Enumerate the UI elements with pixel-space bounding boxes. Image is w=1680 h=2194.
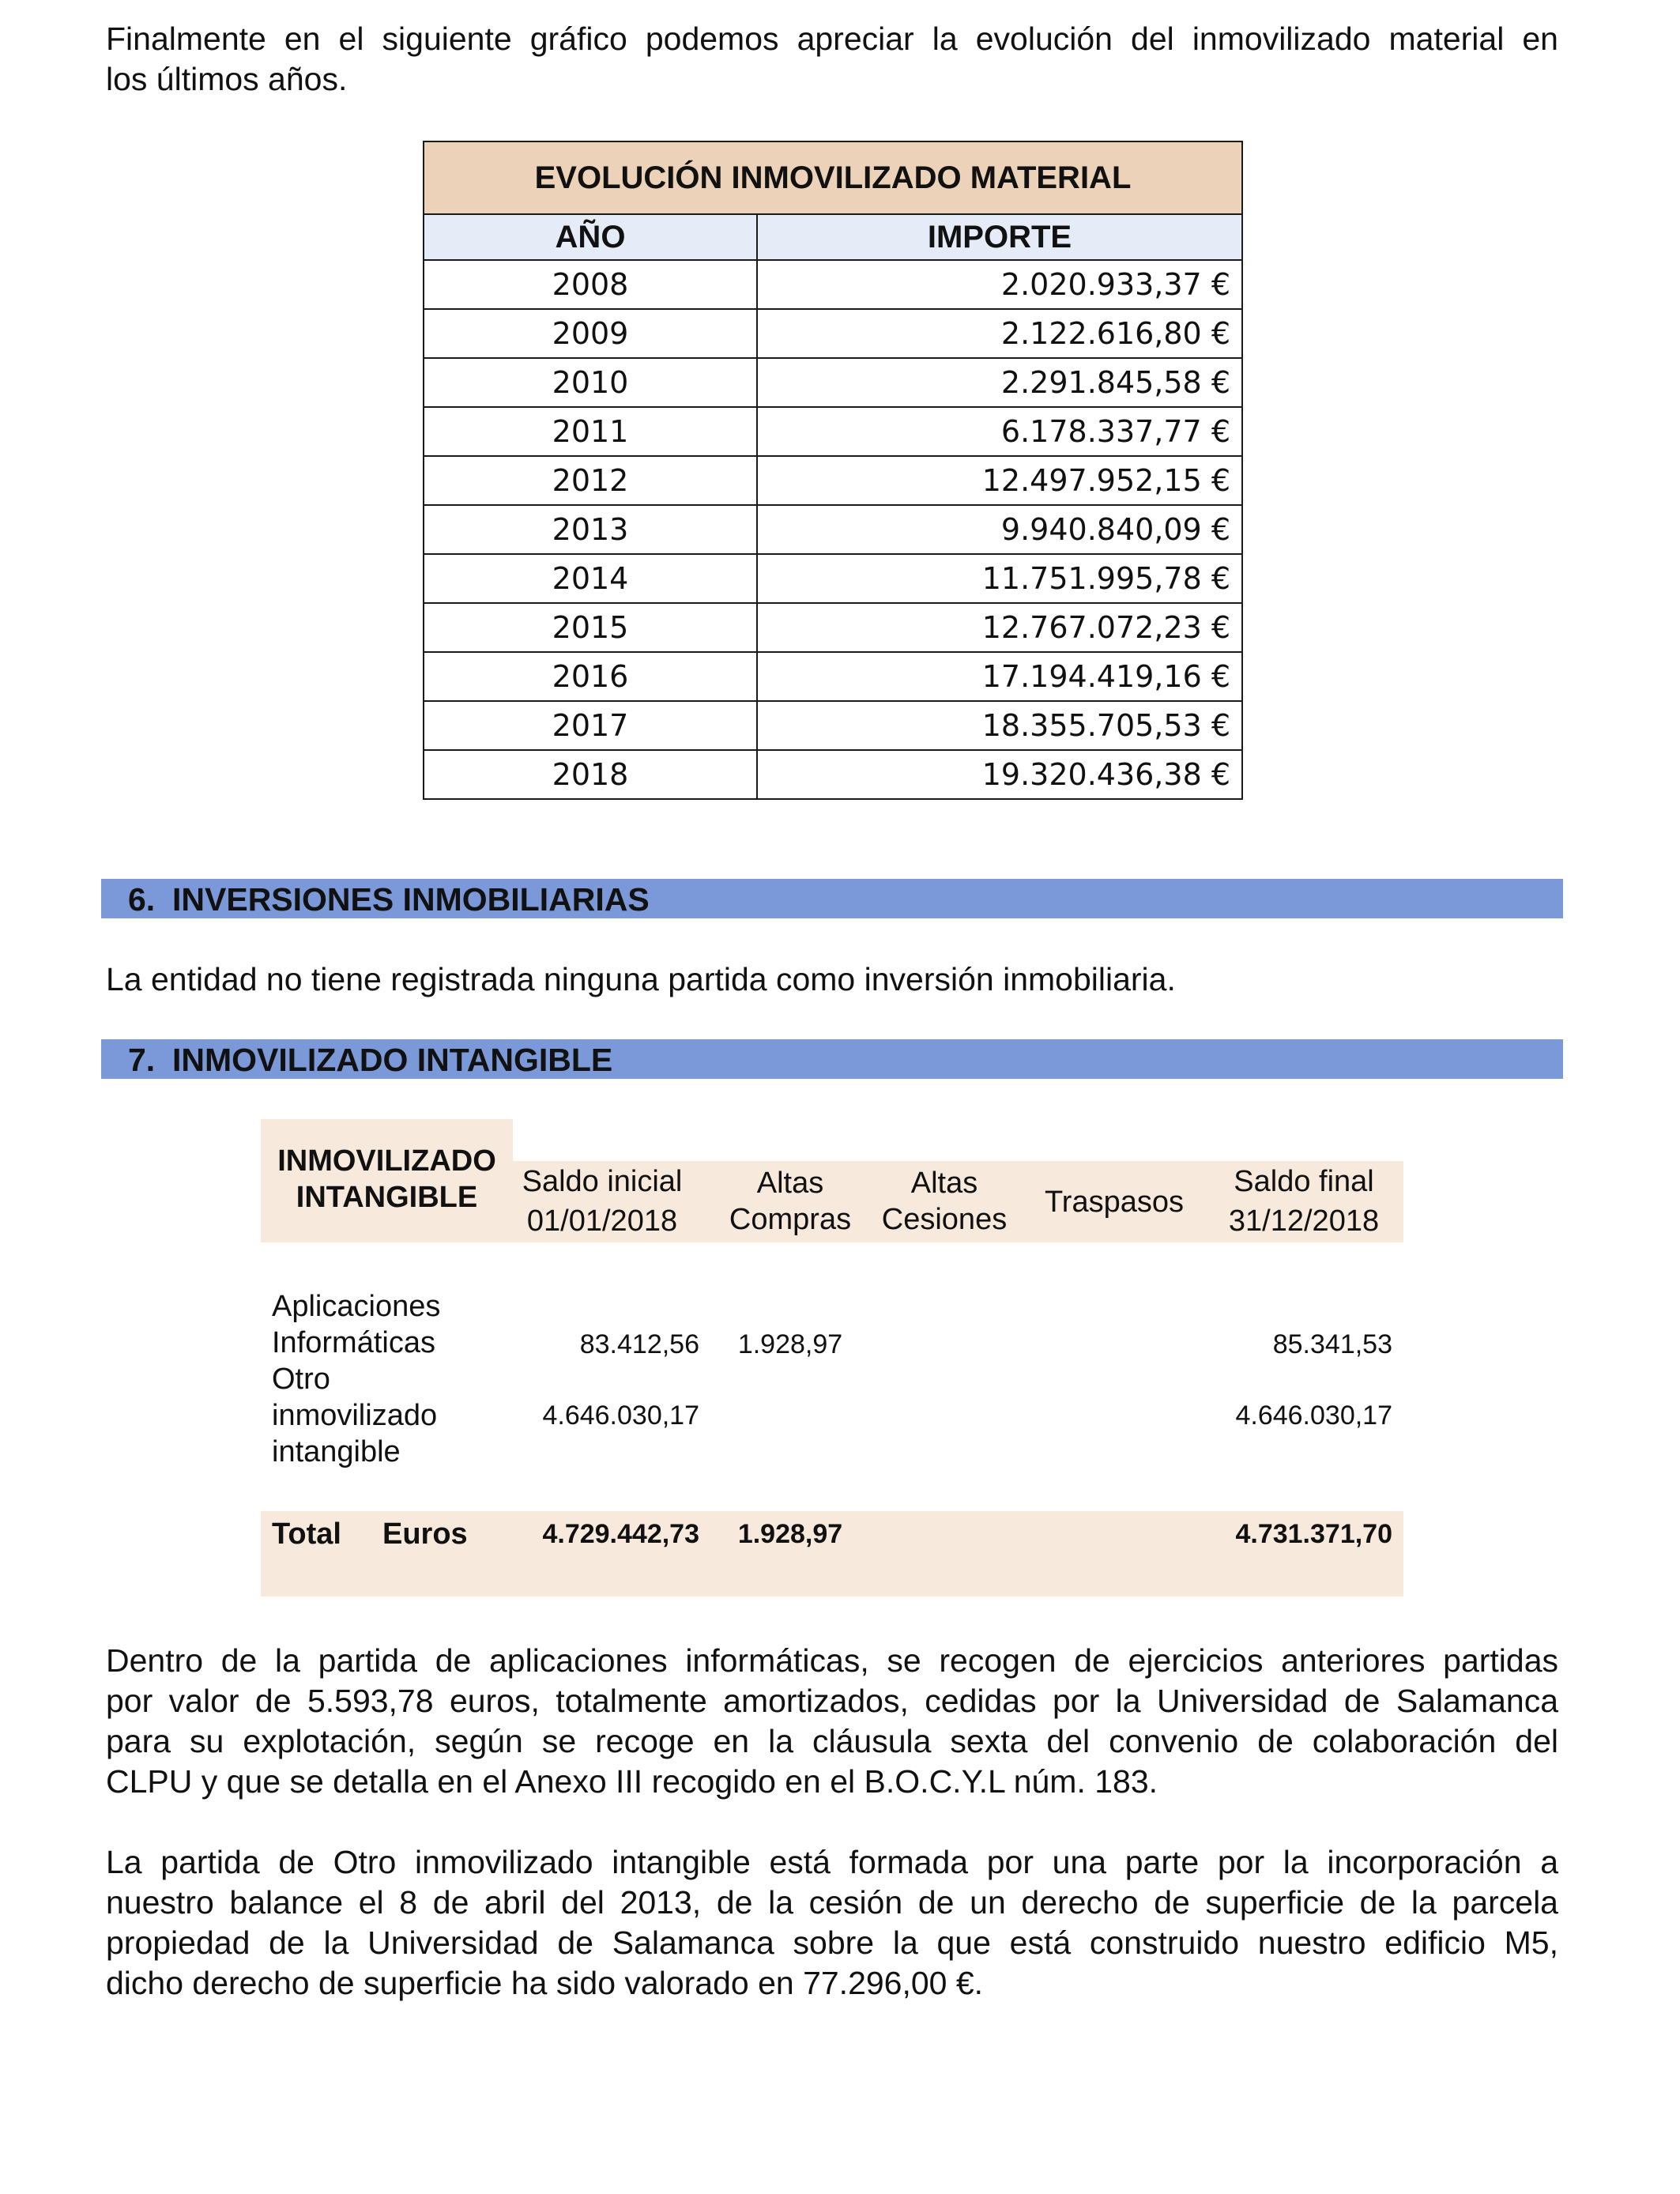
col-header-year: AÑO [424, 214, 757, 260]
total-label-2: Euros [382, 1517, 468, 1551]
year-cell: 2015 [424, 603, 757, 652]
table-row [424, 456, 1242, 505]
intro-paragraph [106, 19, 1558, 100]
evolution-table [423, 141, 1243, 800]
header-altas-cesiones-line: Cesiones [881, 1203, 1008, 1236]
amount-cell: 9.940.840,09 € [757, 505, 1242, 554]
paragraph-line: Dentro de la partida de aplicaciones informáticas, se recogen de ejercicios anteriores partidas [106, 1642, 1558, 1679]
row-aplicaciones-altas-compras: 1.928,97 [737, 1329, 843, 1359]
intro-line: los últimos años. [106, 61, 348, 97]
header-concept-line: INMOVILIZADO [277, 1144, 496, 1178]
header-altas-compras [719, 1165, 861, 1238]
header-concept-line: INTANGIBLE [296, 1181, 478, 1214]
total-saldo-final: 4.731.371,70 [1235, 1519, 1392, 1549]
table-row [424, 701, 1242, 750]
amount-cell: 19.320.436,38 € [757, 750, 1242, 799]
row-label-line: Informáticas [272, 1326, 435, 1359]
row-otro-saldo-final: 4.646.030,17 [1235, 1400, 1392, 1431]
paragraph-line: propiedad de la Universidad de Salamanca sobre la que está construido nuestro edificio M5, [106, 1924, 1558, 1961]
amount-cell: 18.355.705,53 € [757, 701, 1242, 750]
section-number: 7. [128, 1042, 156, 1078]
paragraph-aplicaciones [106, 1641, 1558, 1802]
header-saldo-inicial-line: Saldo inicial [522, 1165, 683, 1198]
amount-cell: 12.497.952,15 € [757, 456, 1242, 505]
year-cell: 2012 [424, 456, 757, 505]
paragraph-otro-inmovilizado [106, 1842, 1558, 2004]
row-aplicaciones-label [272, 1288, 509, 1361]
table-row [424, 603, 1242, 652]
header-concept [261, 1143, 513, 1216]
header-saldo-final [1209, 1162, 1399, 1241]
section-6-header [101, 879, 1563, 918]
amount-cell: 6.178.337,77 € [757, 407, 1242, 456]
section-title: INVERSIONES INMOBILIARIAS [172, 881, 650, 918]
amount-cell: 17.194.419,16 € [757, 652, 1242, 701]
paragraph-line: dicho derecho de superficie ha sido valorado en 77.296,00 €. [106, 1965, 984, 2001]
table-row [424, 358, 1242, 407]
table-row [424, 309, 1242, 358]
total-altas-compras: 1.928,97 [737, 1519, 843, 1549]
col-header-amount: IMPORTE [757, 214, 1242, 260]
row-label-line: Otro [272, 1363, 330, 1396]
table-row [424, 505, 1242, 554]
paragraph-line: La partida de Otro inmovilizado intangible está formada por una parte por la incorporación a [106, 1844, 1558, 1880]
amount-cell: 2.291.845,58 € [757, 358, 1242, 407]
year-cell: 2014 [424, 554, 757, 603]
row-aplicaciones-saldo-inicial: 83.412,56 [579, 1329, 699, 1359]
year-cell: 2018 [424, 750, 757, 799]
amount-cell: 11.751.995,78 € [757, 554, 1242, 603]
table-row [424, 554, 1242, 603]
header-altas-compras-line: Altas [756, 1167, 824, 1200]
row-label-line: intangible [272, 1435, 401, 1468]
total-saldo-inicial: 4.729.442,73 [542, 1519, 699, 1549]
paragraph-line: para su explotación, según se recoge en la cláusula sexta del convenio de colaboración del [106, 1723, 1558, 1759]
year-cell: 2016 [424, 652, 757, 701]
header-altas-cesiones [873, 1165, 1015, 1238]
amount-cell: 12.767.072,23 € [757, 603, 1242, 652]
amount-cell: 2.020.933,37 € [757, 260, 1242, 309]
section-6-line: La entidad no tiene registrada ninguna partida como inversión inmobiliaria. [106, 961, 1176, 997]
paragraph-line: por valor de 5.593,78 euros, totalmente amortizados, cedidas por la Universidad de Salamanca [106, 1683, 1558, 1719]
evolution-table-title: EVOLUCIÓN INMOVILIZADO MATERIAL [424, 141, 1242, 214]
header-traspasos: Traspasos [1045, 1186, 1184, 1219]
paragraph-line: nuestro balance el 8 de abril del 2013, de la cesión de un derecho de superficie de la parcela [106, 1884, 1558, 1921]
header-saldo-final-line: 31/12/2018 [1228, 1204, 1380, 1238]
year-cell: 2017 [424, 701, 757, 750]
table-row [424, 652, 1242, 701]
table-row [424, 260, 1242, 309]
intangible-table [261, 1119, 1403, 1600]
row-label-line: Aplicaciones [272, 1290, 441, 1323]
header-saldo-final-line: Saldo final [1234, 1165, 1374, 1198]
header-saldo-inicial [513, 1162, 691, 1241]
year-cell: 2009 [424, 309, 757, 358]
amount-cell: 2.122.616,80 € [757, 309, 1242, 358]
intro-line: Finalmente en el siguiente gráfico podemos apreciar la evolución del inmovilizado material en [106, 21, 1558, 57]
row-label-line: inmovilizado [272, 1399, 438, 1432]
section-number: 6. [128, 881, 156, 918]
row-otro-label [272, 1361, 509, 1470]
section-7-header [101, 1039, 1563, 1079]
section-6-text [106, 959, 1558, 1000]
header-saldo-inicial-line: 01/01/2018 [526, 1204, 678, 1238]
section-title: INMOVILIZADO INTANGIBLE [172, 1042, 613, 1078]
row-aplicaciones-saldo-final: 85.341,53 [1272, 1329, 1392, 1359]
total-label-1: Total [272, 1517, 341, 1551]
header-altas-compras-line: Compras [729, 1203, 852, 1236]
header-altas-cesiones-line: Altas [910, 1167, 978, 1200]
year-cell: 2011 [424, 407, 757, 456]
year-cell: 2008 [424, 260, 757, 309]
table-row [424, 750, 1242, 799]
year-cell: 2013 [424, 505, 757, 554]
row-otro-saldo-inicial: 4.646.030,17 [542, 1400, 699, 1431]
paragraph-line: CLPU y que se detalla en el Anexo III recogido en el B.O.C.Y.L núm. 183. [106, 1763, 1158, 1800]
year-cell: 2010 [424, 358, 757, 407]
table-row [424, 407, 1242, 456]
